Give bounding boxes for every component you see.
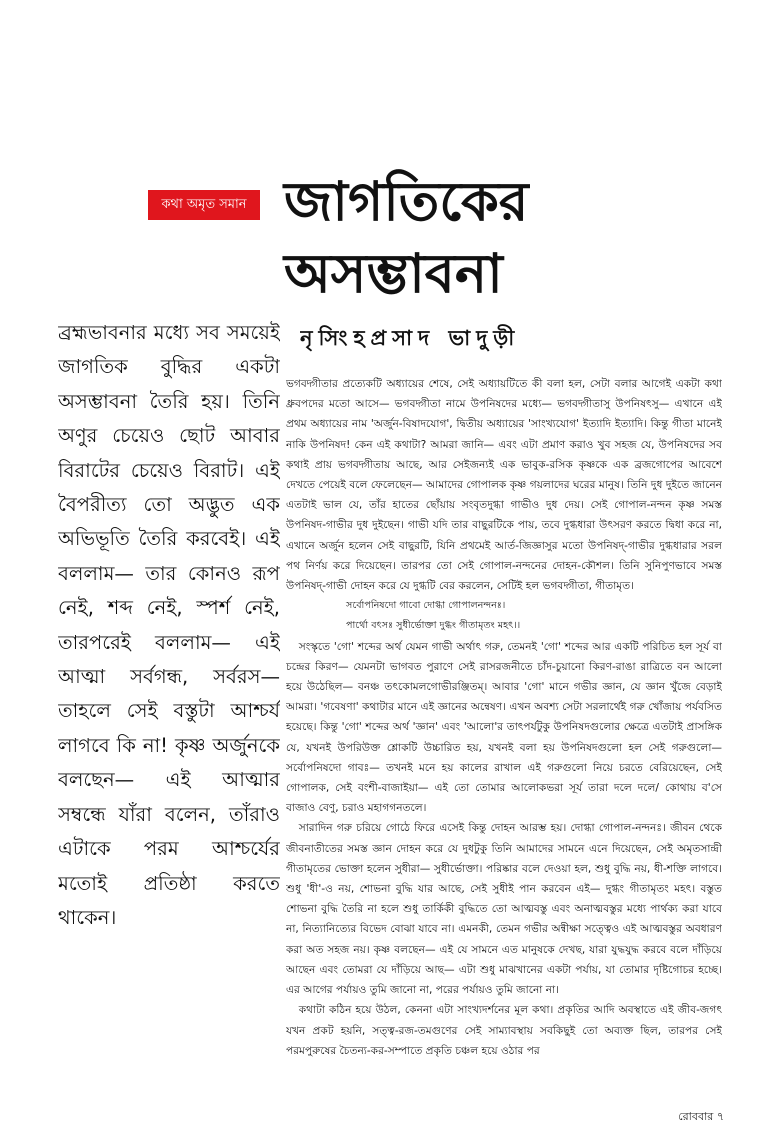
article-paragraph: কথাটা কঠিন হয়ে উঠল, কেননা এটা সাংখ্যদর্শনের মূল কথা। প্রকৃতির আদি অবস্থাতে এই জীব-জগৎ যখন প্রকট হয়নি, সত্ত্ব-রজ-তমগুণের সেই সাম্যাবস্থায় সবকিছুই তো অব্যক্ত ছিল, তারপর সেই পরমপুরুষের চৈতন্য-কর-সম্পাতে প্রকৃতি চঞ্চল হয়ে ওঠার পর (286, 1004, 722, 1057)
headline-line-2: অসম্ভাবনা (284, 242, 503, 305)
verse-line: সর্বোপনিষদো গাবো দোগ্ধা গোপালনন্দনঃ। (346, 600, 506, 612)
page-footer: রোববার ৭ (678, 1110, 724, 1123)
pull-quote (58, 316, 280, 936)
headline (284, 166, 594, 310)
article-paragraph: সারাদিন গরু চরিয়ে গোঠে ফিরে এসেই কিন্তু দোহন আরম্ভ হয়। দোগ্ধা গোপাল-নন্দনঃ। জীবন থেকে জীবনাতীতের সমস্ত জ্ঞান দোহন করে যে দুধটুকু তিনি আমাদের সামনে এনে দিয়েছেন, সেই অমৃতসান্দ্রী গীতামৃতের ভোক্তা হলেন সুধীরা— সুধীর্ভোক্তা। পরিষ্কার বলে দেওয়া হল, শুধু বুদ্ধি নয়, ধী-শক্তি লাগবে। শুধু 'ধী'-ও নয়, শোভনা বুদ্ধি যার আছে, সেই সুধীই পান করবেন এই— দুগ্ধং গীতামৃতং মহৎ। বস্তুত শোভনা বুদ্ধি তৈরি না হলে শুধু তার্কিকী বুদ্ধিতে তো আত্মবস্তু এবং অনাত্মবস্তুর মধ্যে পার্থক্য করা যাবে না, নিত্যানিত্যের বিভেদ বোঝা যাবে না। এমনকী, তেমন গভীর অন্বীক্ষা সত্ত্বেও এই আত্মবস্তুর অবধারণ করা অত সহজ নয়। কৃষ্ণ বলছেন— এই যে সামনে এত মানুষকে দেখছ, যারা যুদ্ধযুদ্ধ করবে বলে দাঁড়িয়ে আছেন এবং তোমরা যে দাঁড়িয়ে আছ— এটা শুধু মাঝখানের একটা পর্যায়, যা তোমার দৃষ্টিগোচর হচ্ছে। এর আগের পর্যায়ও তুমি জানো না, পরের পর্যায়ও তুমি জানো না। (286, 822, 722, 997)
article-body (286, 374, 722, 1106)
byline-author: নৃসিংহপ্রসাদ ভাদুড়ী (300, 326, 521, 350)
article-paragraph: সংস্কৃতে 'গো' শব্দের অর্থ যেমন গাভী অর্থাৎ গরু, তেমনই 'গো' শব্দের আর একটি পরিচিত হল সূর্য বা চন্দ্রের কিরণ— যেমনটা ভাগবত পুরাণে সেই রাসরজনীতে চাঁদ-চুয়ানো কিরণ-রাঙা রাত্রিতে বন আলো হয়ে উঠেছিল— বনঞ্চ তৎকোমলগোভীরঞ্জিতম্। আবার 'গো' মানে গভীর জ্ঞান, যে জ্ঞান খুঁজে বেড়াই আমরা। 'গবেষণা' কথাটার মানে এই জ্ঞানের অন্বেষণ। এখন অবশ্য সেটা সরলার্থেই গরু খোঁজায় পর্যবসিত হয়েছে। কিন্তু 'গো' শব্দের অর্থ 'জ্ঞান' এবং 'আলো'র তাৎপর্যটুকু উপনিষদগুলোর ক্ষেত্রে এতটাই প্রাসঙ্গিক যে, যখনই উপরিউক্ত শ্লোকটি উচ্চারিত হয়, যখনই বলা হয় উপনিষদগুলো হল সেই গরুগুলো— সর্বোপনিষদো গাবঃ— তখনই মনে হয় কালের রাখাল এই গরুগুলো নিয়ে চরতে বেরিয়েছেন, সেই গোপালক, সেই বংশী-বাজাইয়া— এই তো তোমার আলোকভরা সূর্য তারা দলে দলে/ কোথায় ব'সে বাজাও বেণু, চরাও মহাগগনতলে। (286, 640, 722, 815)
section-tag: কথা অমৃত সমান (148, 190, 260, 220)
headline-line-1: জাগতিকের (284, 170, 529, 233)
article-paragraph: ভগবদ্গীতার প্রত্যেকটি অধ্যায়ের শেষে, সেই অধ্যায়টিতে কী বলা হল, সেটা বলার আগেই একটা কথা ধ্রুবপদের মতো আসে— ভগবদ্গীতা নামে উপনিষদের মধ্যে— ভগবদ্গীতাসু উপনিষৎসু— এখানে এই প্রথম অধ্যায়ের নাম 'অর্জুন-বিষাদযোগ', দ্বিতীয় অধ্যায়ের 'সাংখ্যযোগ' ইত্যাদি ইত্যাদি। কিন্তু গীতা মানেই নাকি উপনিষদ! কেন এই কথাটা? আমরা জানি— এবং এটা প্রমাণ করাও খুব সহজ যে, উপনিষদের সব কথাই প্রায় ভগবদ্গীতায় আছে, আর সেইজন্যই এক ভাবুক-রসিক কৃষ্ণকে এক ব্রজগোপের আবেশে দেখতে পেয়েই বলে ফেলেছেন— আমাদের গোপালক কৃষ্ণ গয়লাদের ঘরের মানুষ। তিনি দুধ দুইতে জানেন এতটাই ভাল যে, তাঁর হাতের ছোঁয়ায় সংবৃতদুগ্ধা গাভীও দুধ দেয়। সেই গোপাল-নন্দন কৃষ্ণ সমস্ত উপনিষদ-গাভীর দুধ দুইছেন। গাভী যদি তার বাছুরটিকে পায়, তবে দুগ্ধধারা উৎসরণ করতে দ্বিধা করে না, এখানে অর্জুন হলেন সেই বাছুরটি, যিনি প্রথমেই আর্ত-জিজ্ঞাসুর মতো উপনিষদ্-গাভীর দুগ্ধধারার সরল পথ নির্ণয় করে দিয়েছেন। তারপর তো সেই গোপাল-নন্দনের দোহন-কৌশল। তিনি সুনিপুণভাবে সমস্ত উপনিষদ্-গাভী দোহন করে যে দুগ্ধটি বের করলেন, সেটিই হল ভগবদ্গীতা, গীতামৃত। (286, 378, 722, 593)
verse-line: পার্থো বৎসঃ সুধীর্ভোক্তা দুগ্ধং গীতামৃতং মহৎ।। (346, 620, 521, 632)
pull-quote-text: ব্রহ্মভাবনার মধ্যে সব সময়েই জাগতিক বুদ্ধির একটা অসম্ভাবনা তৈরি হয়। তিনি অণুর চেয়েও ছোট আবার বিরাটের চেয়েও বিরাট। এই বৈপরীত্য তো অদ্ভুত এক অভিভূতি তৈরি করবেই। এই বললাম— তার কোনও রূপ নেই, শব্দ নেই, স্পর্শ নেই, তারপরেই বললাম— এই আত্মা সর্বগন্ধ, সর্বরস— তাহলে সেই বস্তুটা আশ্চর্য লাগবে কি না! কৃষ্ণ অর্জুনকে বলছেন— এই আত্মার সম্বন্ধে যাঁরা বলেন, তাঁরাও এটাকে পরম আশ্চর্যের মতোই প্রতিষ্ঠা করতে থাকেন। (58, 321, 280, 929)
